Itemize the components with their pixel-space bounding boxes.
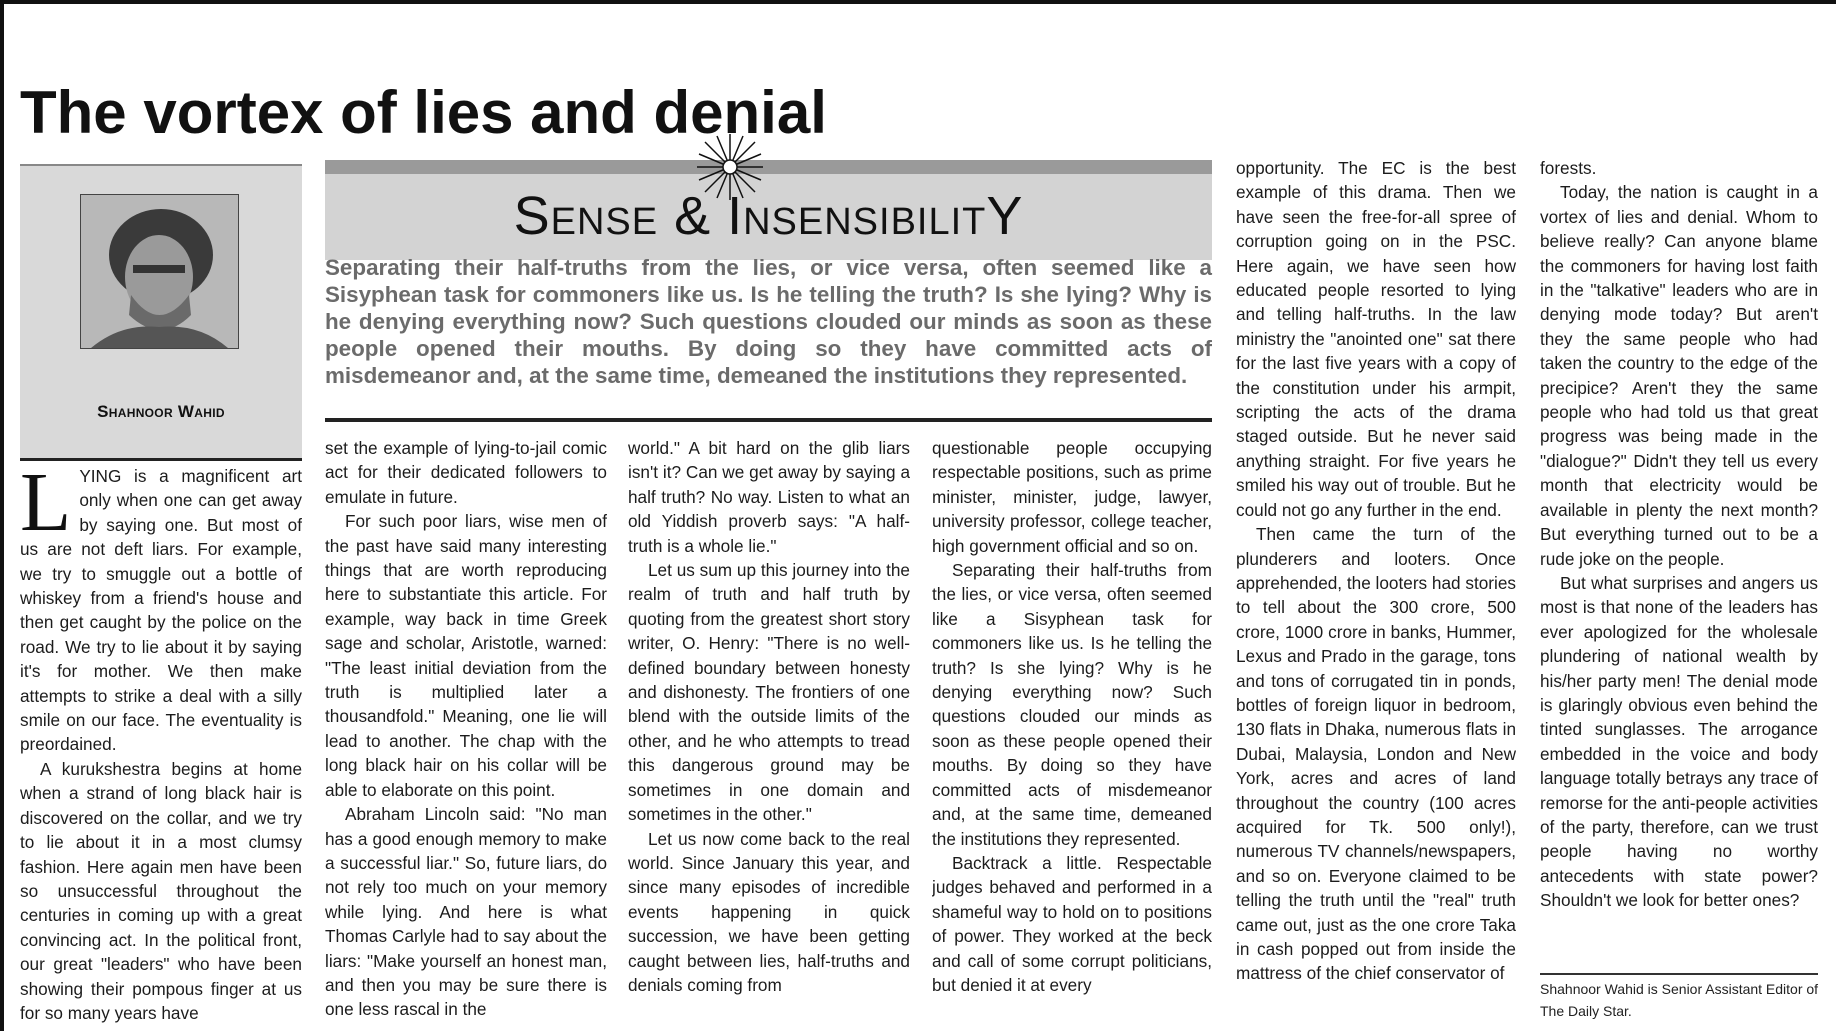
headline: The vortex of lies and denial: [20, 79, 827, 147]
star-burst-icon: [695, 132, 765, 202]
column-2-paragraph: For such poor liars, wise men of the past have said many interesting things that are worth reproducing here to substantiate this article. For example, way back in time Greek sage and scholar, Aristotle, warned: "The least initial deviation from the truth is multiplied later a thousandfold." Meaning, one lie will lead to another. The chap with the long black hair on his collar will be able to elaborate on this point.: [325, 511, 607, 800]
author-footnote: Shahnoor Wahid is Senior Assistant Editor of The Daily Star.: [1540, 981, 1819, 1019]
column-1-paragraph: A kurukshestra begins at home when a strand of long black hair is discovered on the collar, and we try to lie about it in a most clumsy fashion. Here again men have been so unsuccessful throughout the centuries in coming up with a great convincing act. In the political front, our great "leaders" who have been showing their pompous finger at us for so many years have: [20, 758, 302, 1023]
column-3: [628, 436, 910, 1031]
column-5-paragraph: Then came the turn of the plunderers and looters. Once apprehended, the looters had stories to tell about the 300 crore, 500 crore, 1000 crore in banks, Hummer, Lexus and Prado in the garage, tons and tons of corrugated tin in ponds, bottles of foreign liquor in bedroom, 130 flats in Dhaka, numerous flats in Dubai, Malaysia, London and New York, acres and acres of land throughout the country (100 acres acquired for Tk. 500 only!), numerous TV channels/newspapers, and so on. Everyone claimed to be telling the truth until the "real" truth came out, just as the one crore Taka in cash popped out from inside the mattress of the chief conservator of: [1236, 524, 1516, 984]
column-2-paragraph: Abraham Lincoln said: "No man has a good enough memory to make a successful liar." So, future liars, do not rely too much on your memory while lying. And here is what Thomas Carlyle had to say about the liars: "Make yourself an honest man, and then you may be sure there is one less rascal in the: [325, 804, 607, 1020]
left-rule: [0, 0, 4, 1031]
column-banner: [325, 160, 1212, 260]
column-4: [932, 436, 1212, 1031]
column-3-paragraph: world." A bit hard on the glib liars isn't it? Can we get away by saying a half truth? No way. Listen to what an old Yiddish proverb says: "A half-truth is a whole lie.": [628, 438, 910, 556]
column-5: [1236, 156, 1516, 1031]
column-1-paragraph: [20, 464, 302, 757]
column-3-paragraph: Let us now come back to the real world. Since January this year, and since many episodes of incredible events happening in quick succession, we have been getting caught between lies, half-truths and denials coming from: [628, 828, 910, 995]
column-4-paragraph: Separating their half-truths from the lies, or vice versa, often seemed like a Sisyphean task for commoners like us. Is he telling the truth? Is she lying? Why is he denying everything now? Such questions clouded our minds as soon as these people opened their mouths. By doing so they have committed acts of misdemeanor and, at the same time, demeaned the institutions they represented.: [932, 560, 1212, 849]
author-name: Shahnoor Wahid: [97, 402, 225, 421]
top-rule: [0, 0, 1836, 4]
intro-deck: Separating their half-truths from the lies, or vice versa, often seemed like a Sisyphean task for commoners like us. Is he telling the truth? Is she lying? Why is he denying everything now? Such questions clouded our minds as soon as these people opened their mouths. By doing so they have committed acts of misdemeanor and, at the same time, demeaned the institutions they represented.: [325, 255, 1212, 388]
column-5-paragraph: opportunity. The EC is the best example of this drama. Then we have seen the free-for-all spree of corruption going on in the PSC. Here again, we have seen how educated people resorted to lying and telling half-truths. In the law ministry the "anointed one" sat there for the last five years with a copy of the constitution under his armpit, scripting the acts of the drama staged outside. But he never said anything straight. For five years he smiled his way out of trouble. But he could not go any further in the end.: [1236, 158, 1516, 520]
column-6-paragraph: Today, the nation is caught in a vortex of lies and denial. Whom to believe really? Can anyone blame the commoners for having lost faith in the "talkative" leaders who are in denying mode today? But aren't they the same people who had taken the country to the edge of the precipice? Aren't they the same people who had told us that great progress was being made in the "dialogue?" Didn't they tell us every month that electricity would be available in plenty the next month? But everything turned out to be a rude joke on the people.: [1540, 182, 1818, 569]
column-2: [325, 436, 607, 1031]
column-2-paragraph: set the example of lying-to-jail comic act for their dedicated followers to emulate in future.: [325, 438, 607, 507]
intro-divider: [325, 418, 1212, 422]
column-6-paragraph: But what surprises and angers us most is that none of the leaders has ever apologized for the wholesale plundering of national wealth by his/her party men! The denial mode is glaringly obvious even behind the tinted sunglasses. The arrogance embedded in the voice and body language totally betrays any trace of remorse for the anti-people activities of the party, therefore, can we trust people having no worthy antecedents with state power? Shouldn't we look for better ones?: [1540, 572, 1818, 911]
column-title: Sense & InsensibilitY: [513, 186, 1024, 246]
column-4-paragraph: questionable people occupying respectable positions, such as prime minister, minister, judge, lawyer, university professor, college teacher, high government official and so on.: [932, 438, 1212, 556]
column-1-text: YING is a magnificent art only when one can get away by saying one. But most of us are not deft liars. For example, we try to smuggle out a bottle of whiskey from a friend's house and then get caught by the police on the road. We try to lie about it by saying it's for mother. We then make attempts to strike a deal with a silly smile on our face. The eventuality is preordained.: [20, 466, 302, 755]
column-6-paragraph: forests.: [1540, 158, 1597, 178]
author-portrait-icon: [80, 194, 239, 349]
column-6: [1540, 156, 1818, 968]
footer-divider: [1540, 973, 1818, 975]
column-3-paragraph: Let us sum up this journey into the realm of truth and half truth by quoting from the greatest short story writer, O. Henry: "There is no well-defined boundary between honesty and dishonesty. The frontiers of one blend with the outside limits of the other, and he who attempts to tread this dangerous ground may be sometimes in one domain and sometimes in the other.": [628, 560, 910, 825]
drop-cap: L: [20, 464, 72, 549]
author-box: [20, 164, 302, 461]
column-1: [20, 464, 302, 1031]
column-4-paragraph: Backtrack a little. Respectable judges behaved and performed in a shameful way to hold on to positions of power. They worked at the beck and call of some corrupt politicians, but denied it at every: [932, 852, 1212, 995]
